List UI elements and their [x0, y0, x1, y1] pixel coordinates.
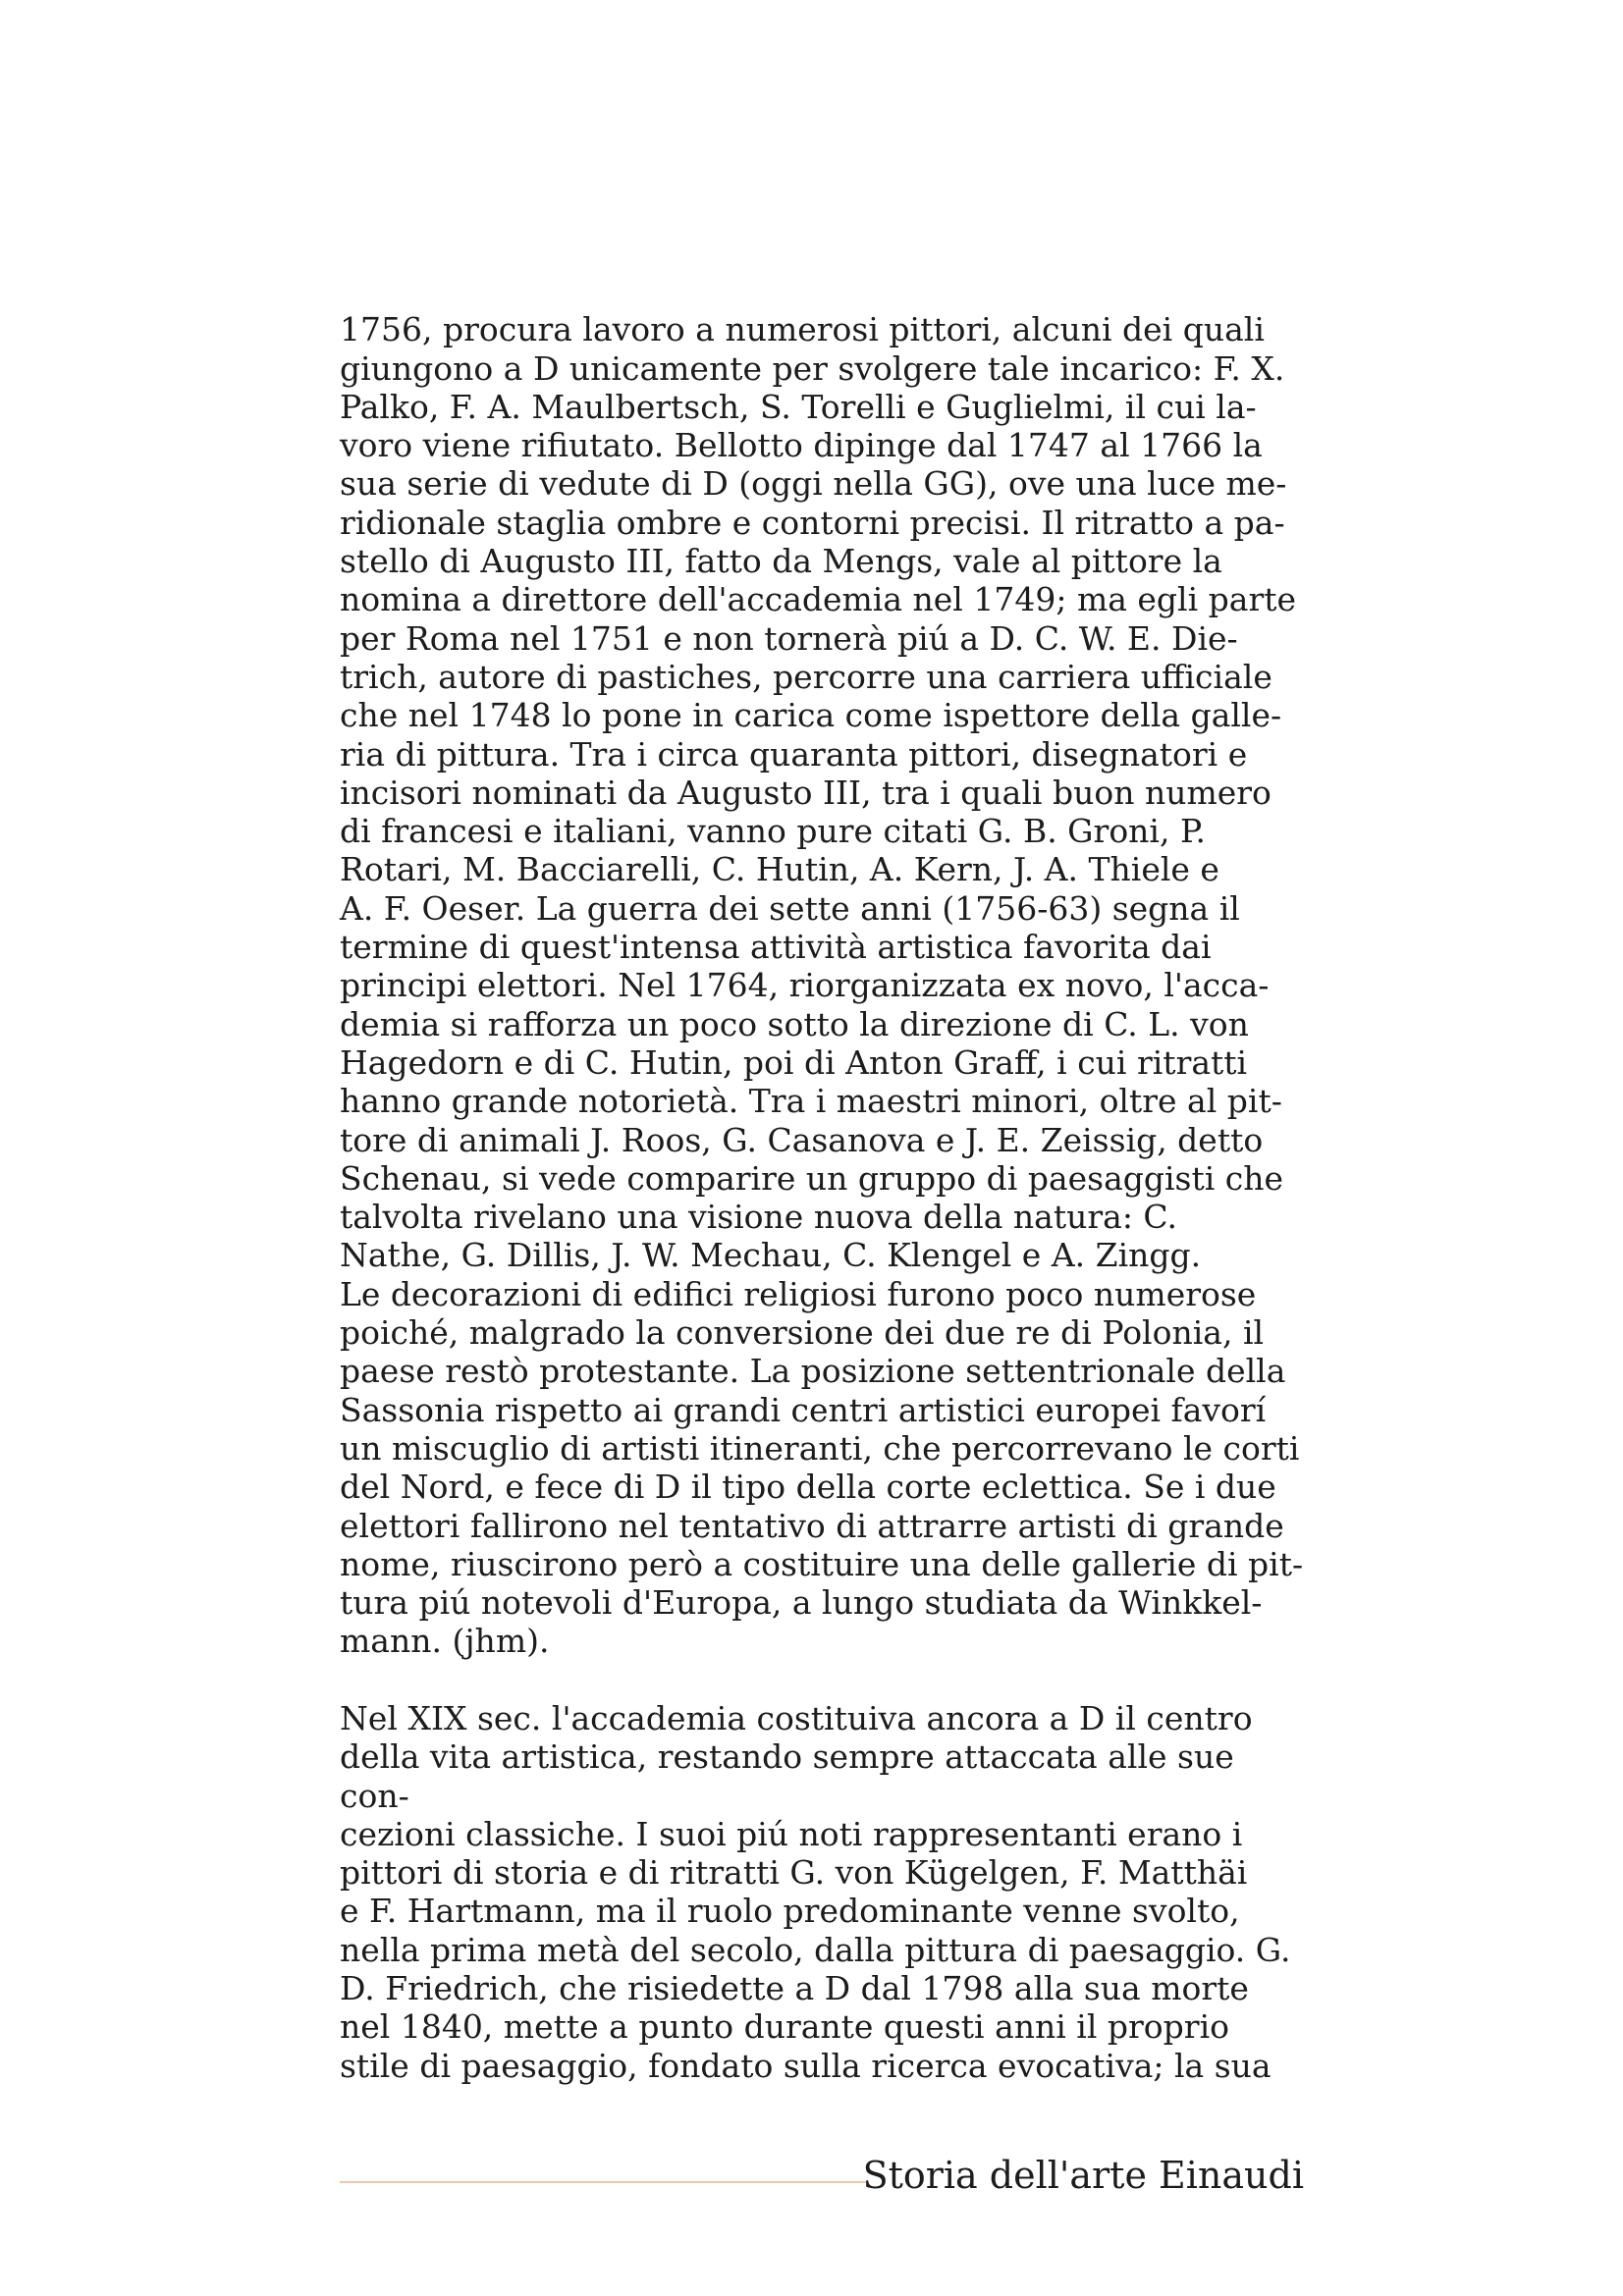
- body-text: [340, 272, 1304, 2123]
- paragraph-2: Nel XIX sec. l'accademia costituiva ancora a D il centro della vita artistica, restando sempre attaccata alle sue con- cezioni classiche. I suoi piú noti rappresentanti erano i pittori di storia e di ritratti G. von Kügelgen, F. Matthäi e F. Hartmann, ma il ruolo predominante venne svolto, nella prima metà del secolo, dalla pittura di paesaggio. G. D. Friedrich, che risiedette a D dal 1798 alla sua morte nel 1840, mette a punto durante questi anni il proprio stile di paesaggio, fondato sulla ricerca evocativa; la sua: [340, 1698, 1291, 2085]
- paragraph-1: 1756, procura lavoro a numerosi pittori, alcuni dei quali giungono a D unicamente per svolgere tale incarico: F. X. Palko, F. A. Maulbertsch, S. Torelli e Guglielmi, il cui la- voro viene rifiutato. Bellotto dipinge dal 1747 al 1766 la sua serie di vedute di D (oggi nella GG), ove una luce me- ridionale staglia ombre e contorni precisi. Il ritratto a pa- stello di Augusto III, fatto da Mengs, vale al pittore la nomina a direttore dell'accademia nel 1749; ma egli parte per Roma nel 1751 e non tornerà piú a D. C. W. E. Die- trich, autore di pastiches, percorre una carriera ufficiale che nel 1748 lo pone in carica come ispettore della galle- ria di pittura. Tra i circa quaranta pittori, disegnatori e incisori nominati da Augusto III, tra i quali buon numero di francesi e italiani, vanno pure citati G. B. Groni, P. Rotari, M. Bacciarelli, C. Hutin, A. Kern, J. A. Thiele e A. F. Oeser. La guerra dei sette anni (1756-63) segna il termine di quest'intensa attività artistica favorita dai principi elettori. Nel 1764, riorganizzata ex novo, l'acca- demia si rafforza un poco sotto la direzione di C. L. von Hagedorn e di C. Hutin, poi di Anton Graff, i cui ritratti hanno grande notorietà. Tra i maestri minori, oltre al pit- tore di animali J. Roos, G. Casanova e J. E. Zeissig, detto Schenau, si vede comparire un gruppo di paesaggisti che talvolta rivelano una visione nuova della natura: C. Nathe, G. Dillis, J. W. Mechau, C. Klengel e A. Zingg. Le decorazioni di edifici religiosi furono poco numerose poiché, malgrado la conversione dei due re di Polonia, il paese restò protestante. La posizione settentrionale della Sassonia rispetto ai grandi centri artistici europei favorí un miscuglio di artisti itineranti, che percorrevano le corti del Nord, e fece di D il tipo della corte eclettica. Se i due elettori fallirono nel tentativo di attrarre artisti di grande nome, riuscirono però a costituire una delle gallerie di pit- tura piú notevoli d'Europa, a lungo studiata da Winkkel- mann. (jhm).: [340, 310, 1304, 1661]
- footer-divider: [340, 2181, 866, 2183]
- footer-book-title: Storia dell'arte Einaudi: [862, 2154, 1304, 2197]
